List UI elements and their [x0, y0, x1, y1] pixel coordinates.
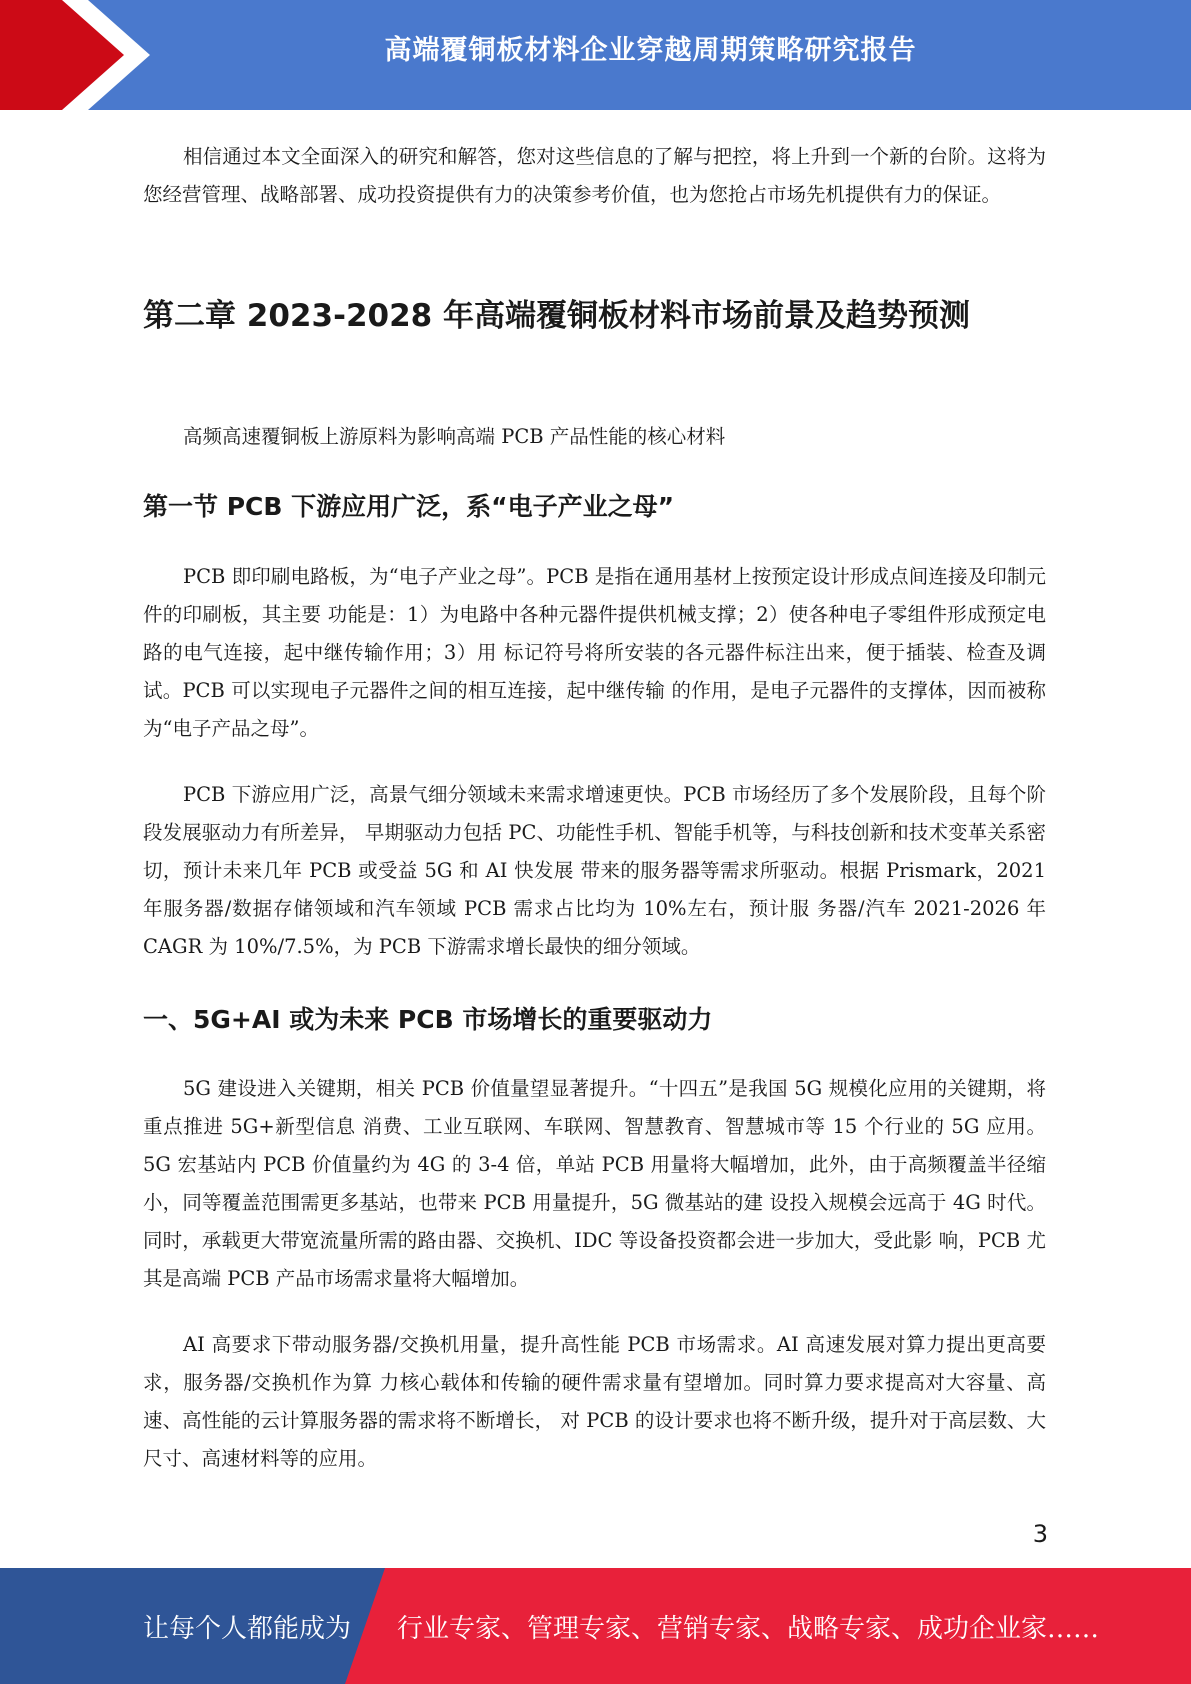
footer-slogan-right: 行业专家、管理专家、营销专家、战略专家、成功企业家……: [397, 1614, 1100, 1644]
page-header: [0, 0, 1191, 110]
subsection-body: [143, 1070, 1046, 1478]
page-number: 3: [1032, 1520, 1048, 1548]
section-body: [143, 558, 1046, 966]
page-footer: [0, 1568, 1191, 1684]
intro-paragraph: 相信通过本文全面深入的研究和解答，您对这些信息的了解与把控，将上升到一个新的台阶。这将为您经营管理、战略部署、成功投资提供有力的决策参考价值，也为您抢占市场先机提供有力的保证。: [143, 145, 1046, 206]
footer-slogan-left: 让每个人都能成为: [143, 1614, 352, 1644]
subsection-paragraph-2: AI 高要求下带动服务器/交换机用量，提升高性能 PCB 市场需求。AI 高速发展对算力提出更高要求，服务器/交换机作为算 力核心载体和传输的硬件需求量有望增加。同时算力要求提高对大容量、高速、高性能的云计算服务器的需求将不断增长， 对 PCB 的设计要求也将不断升级，提升对于高层数、大尺寸、高速材料等的应用。: [143, 1333, 1046, 1470]
chapter-intro-line: 高频高速覆铜板上游原料为影响高端 PCB 产品性能的核心材料: [183, 425, 726, 448]
chapter-title: 第二章 2023-2028 年高端覆铜板材料市场前景及趋势预测: [143, 298, 971, 334]
subsection-title: 一、5G+AI 或为未来 PCB 市场增长的重要驱动力: [143, 1005, 713, 1034]
section-paragraph-1: PCB 即印刷电路板，为“电子产业之母”。PCB 是指在通用基材上按预定设计形成点间连接及印制元件的印刷板，其主要 功能是：1）为电路中各种元器件提供机械支撑；2）使各种电子零组件形成预定电路的电气连接，起中继传输作用；3）用 标记符号将所安装的各元器件标注出来，便于插装、检查及调试。PCB 可以实现电子元器件之间的相互连接，起中继传输 的作用，是电子元器件的支撑体，因而被称为“电子产品之母”。: [143, 565, 1046, 740]
section-paragraph-2: PCB 下游应用广泛，高景气细分领域未来需求增速更快。PCB 市场经历了多个发展阶段，且每个阶段发展驱动力有所差异， 早期驱动力包括 PC、功能性手机、智能手机等，与科技创新和技术变革关系密切，预计未来几年 PCB 或受益 5G 和 AI 快发展 带来的服务器等需求所驱动。根据 Prismark，2021 年服务器/数据存储领域和汽车领域 PCB 需求占比均为 10%左右，预计服 务器/汽车 2021-2026 年 CAGR 为 10%/7.5%，为 PCB 下游需求增长最快的细分领域。: [143, 783, 1046, 958]
report-title: 高端覆铜板材料企业穿越周期策略研究报告: [384, 35, 917, 66]
intro-block: [143, 138, 1046, 214]
chapter-intro-block: [143, 418, 1046, 456]
section-title: 第一节 PCB 下游应用广泛，系“电子产业之母”: [143, 492, 674, 521]
subsection-paragraph-1: 5G 建设进入关键期，相关 PCB 价值量望显著提升。“十四五”是我国 5G 规模化应用的关键期，将重点推进 5G+新型信息 消费、工业互联网、车联网、智慧教育、智慧城市等 15 个行业的 5G 应用。5G 宏基站内 PCB 价值量约为 4G 的 3-4 倍，单站 PCB 用量将大幅增加，此外，由于高频覆盖半径缩小，同等覆盖范围需更多基站，也带来 PCB 用量提升，5G 微基站的建 设投入规模会远高于 4G 时代。同时，承载更大带宽流量所需的路由器、交换机、IDC 等设备投资都会进一步加大，受此影 响，PCB 尤其是高端 PCB 产品市场需求量将大幅增加。: [143, 1077, 1046, 1290]
